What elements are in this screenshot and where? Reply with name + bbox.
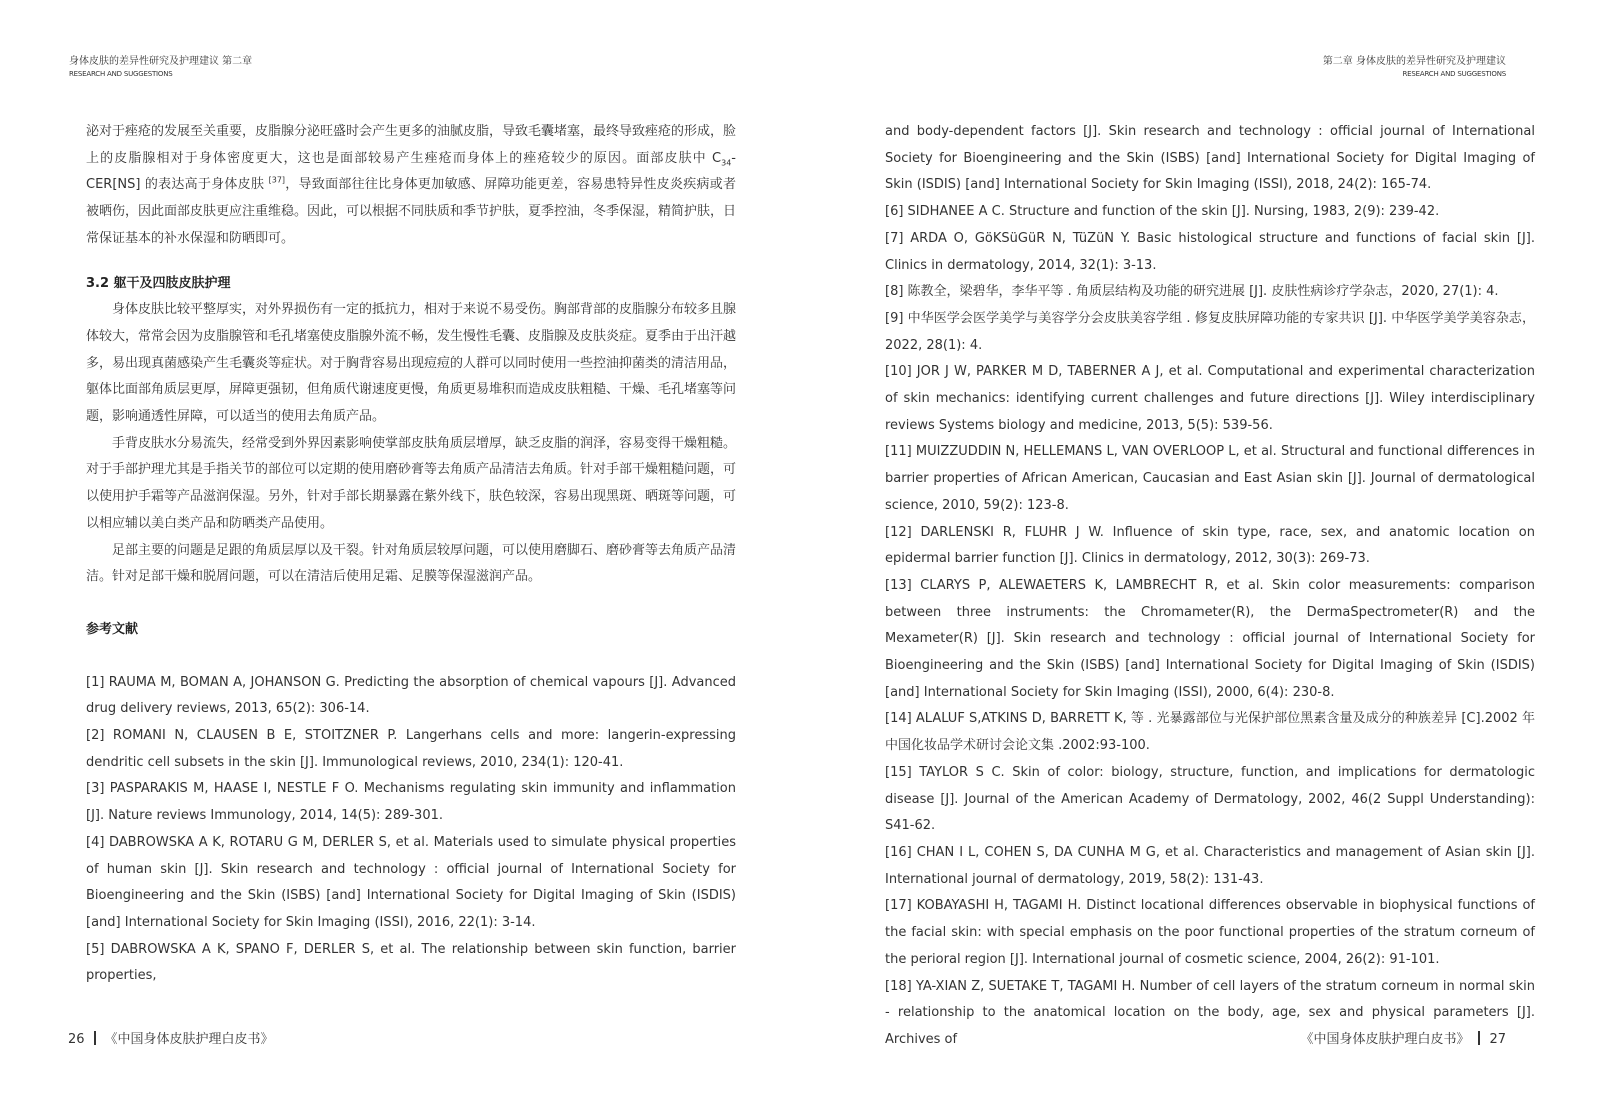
reference-item: [3] PASPARAKIS M, HAASE I, NESTLE F O. Mechanisms regulating skin immunity and inflammation [J]. Nature reviews Immunology, 2014, 14(5): 289-301.	[86, 781, 736, 824]
running-header-left	[69, 55, 252, 79]
header-chapter-title: 第二章 身体皮肤的差异性研究及护理建议	[1322, 56, 1506, 67]
references-heading: 参考文献	[86, 621, 139, 637]
reference-item: [2] ROMANI N, CLAUSEN B E, STOITZNER P. Langerhans cells and more: langerin-expressing dendritic cell subsets in the skin [J]. Immunological reviews, 2010, 234(1): 120-41.	[86, 728, 736, 770]
reference-item: [1] RAUMA M, BOMAN A, JOHANSON G. Predicting the absorption of chemical vapours [J]. Advanced drug delivery reviews, 2013, 65(2): 306-14.	[86, 674, 736, 717]
reference-item: [14] ALALUF S,ATKINS D, BARRETT K, 等 . 光暴露部位与光保护部位黑素含量及成分的种族差异 [C].2002 年中国化妆品学术研讨会论文集 .2002:93-100.	[885, 711, 1535, 754]
header-chapter-title: 身体皮肤的差异性研究及护理建议 第二章	[69, 56, 253, 67]
page-number: 27	[1489, 1032, 1506, 1047]
reference-item: [10] JOR J W, PARKER M D, TABERNER A J, et al. Computational and experimental characterization of skin mechanics: identifying current challenges and future directions [J]. Wiley interdisciplinary reviews Systems biology and medicine, 2013, 5(5): 539-56.	[885, 364, 1535, 433]
subscript: 34	[721, 158, 732, 168]
section-heading: 3.2 躯干及四肢皮肤护理	[86, 275, 231, 291]
reference-item: [5] DABROWSKA A K, SPANO F, DERLER S, et al. The relationship between skin function, barrier properties,	[86, 941, 736, 984]
reference-item: [6] SIDHANEE A C. Structure and function of the skin [J]. Nursing, 1983, 2(9): 239-42.	[885, 204, 1440, 220]
body-paragraph: 手背皮肤水分易流失，经常受到外界因素影响使掌部皮肤角质层增厚，缺乏皮脂的润泽，容易变得干燥粗糙。对于手部护理尤其是手指关节的部位可以定期的使用磨砂膏等去角质产品清洁去角质。针对手部干燥粗糙问题，可以使用护手霜等产品滋润保湿。另外，针对手部长期暴露在紫外线下，肤色较深，容易出现黑斑、晒斑等问题，可以相应辅以美白类产品和防晒类产品使用。	[86, 435, 737, 531]
reference-item: [15] TAYLOR S C. Skin of color: biology, structure, function, and implications for dermatologic disease [J]. Journal of the American Academy of Dermatology, 2002, 46(2 Suppl Understanding): S41-62.	[885, 764, 1535, 834]
reference-item: [4] DABROWSKA A K, ROTARU G M, DERLER S, et al. Materials used to simulate physical properties of human skin [J]. Skin research and technology : official journal of International Society for Bioengineering and the Skin (ISBS) [and] International Society for Digital Imaging of Skin (ISDIS) [and] International Society for Skin Imaging (ISSI), 2016, 22(1): 3-14.	[86, 834, 736, 930]
body-paragraph: 身体皮肤比较平整厚实，对外界损伤有一定的抵抗力，相对于来说不易受伤。胸部背部的皮脂腺分布较多且腺体较大，常常会因为皮脂腺管和毛孔堵塞使皮脂腺外流不畅，发生慢性毛囊、皮脂腺及皮肤炎症。夏季由于出汗越多，易出现真菌感染产生毛囊炎等症状。对于胸背容易出现痘痘的人群可以同时使用一些控油抑菌类的清洁用品，躯体比面部角质层更厚，屏障更强韧，但角质代谢速度更慢，角质更易堆积而造成皮肤粗糙、干燥、毛孔堵塞等问题，影响通透性屏障，可以适当的使用去角质产品。	[86, 302, 737, 425]
reference-item: [11] MUIZZUDDIN N, HELLEMANS L, VAN OVERLOOP L, et al. Structural and functional differences in barrier properties of African American, Caucasian and East Asian skin [J]. Journal of dermatological science, 2010, 59(2): 123-8.	[885, 444, 1535, 513]
book-title: 《中国身体皮肤护理白皮书》	[1300, 1032, 1470, 1047]
reference-item: [17] KOBAYASHI H, TAGAMI H. Distinct locational differences observable in biophysical functions of the facial skin: with special emphasis on the poor functional properties of the stratum corneum of the perioral region [J]. International journal of cosmetic science, 2004, 26(2): 91-101.	[885, 898, 1535, 967]
header-subtitle: RESEARCH AND SUGGESTIONS	[1402, 70, 1506, 78]
reference-item: [16] CHAN I L, COHEN S, DA CUNHA M G, et al. Characteristics and management of Asian skin [J]. International journal of dermatology, 2019, 58(2): 131-43.	[885, 844, 1535, 887]
intro-paragraph: 泌对于痤疮的发展至关重要，皮脂腺分泌旺盛时会产生更多的油腻皮脂，导致毛囊堵塞，最终导致痤疮的形成，脸上的皮脂腺相对于身体密度更大，这也是面部较易产生痤疮而身体上的痤疮较少的原因。面部皮肤中 $C_{34}-CER[NS]$ 的表达高于身体皮肤 [37]，导致面部往往比身体更加敏感、屏障功能更差，容易患特异性皮炎疾病或者被晒伤，因此面部皮肤更应注重维稳。因此，可以根据不同肤质和季节护肤，夏季控油，冬季保湿，精简护肤，日常保证基本的补水保湿和防晒即可。	[86, 124, 737, 246]
right-page-column	[885, 119, 1535, 1054]
running-header-right	[1323, 55, 1506, 79]
footer-left	[68, 1028, 274, 1047]
reference-item: [13] CLARYS P, ALEWAETERS K, LAMBRECHT R, et al. Skin color measurements: comparison between three instruments: the Chromameter(R), the DermaSpectrometer(R) and the Mexameter(R) [J]. Skin research and technology : official journal of International Society for Bioengineering and the Skin (ISBS) [and] International Society for Digital Imaging of Skin (ISDIS) [and] International Society for Skin Imaging (ISSI), 2000, 6(4): 230-8.	[885, 577, 1535, 700]
reference-item: and body-dependent factors [J]. Skin research and technology : official journal of International Society for Bioengineering and the Skin (ISBS) [and] International Society for Digital Imaging of Skin (ISDIS) [and] International Society for Skin Imaging (ISSI), 2018, 24(2): 165-74.	[885, 124, 1535, 193]
footer-divider	[94, 1031, 96, 1045]
footer-right	[1300, 1028, 1506, 1047]
page-number: 26	[68, 1032, 85, 1047]
reference-item: [8] 陈教全，梁碧华，李华平等 . 角质层结构及功能的研究进展 [J]. 皮肤性病诊疗学杂志，2020, 27(1): 4.	[885, 284, 1499, 300]
header-subtitle: RESEARCH AND SUGGESTIONS	[69, 70, 173, 78]
reference-item: [12] DARLENSKI R, FLUHR J W. Influence of skin type, race, sex, and anatomic location on epidermal barrier function [J]. Clinics in dermatology, 2012, 30(3): 269-73.	[885, 524, 1535, 567]
citation-superscript: [37]	[268, 176, 286, 186]
reference-item: [9] 中华医学会医学美学与美容学分会皮肤美容学组 . 修复皮肤屏障功能的专家共识 [J]. 中华医学美学美容杂志，2022, 28(1): 4.	[885, 310, 1535, 353]
left-page-column	[86, 119, 736, 990]
reference-item: [18] YA-XIAN Z, SUETAKE T, TAGAMI H. Number of cell layers of the stratum corneum in normal skin - relationship to the anatomical location on the body, age, sex and physical parameters [J]. Archives of	[885, 978, 1535, 1047]
reference-item: [7] ARDA O, GöKSüGüR N, TüZüN Y. Basic histological structure and functions of facial skin [J]. Clinics in dermatology, 2014, 32(1): 3-13.	[885, 230, 1535, 273]
book-title: 《中国身体皮肤护理白皮书》	[104, 1032, 274, 1047]
footer-divider	[1478, 1031, 1480, 1045]
body-paragraph: 足部主要的问题是足跟的角质层厚以及干裂。针对角质层较厚问题，可以使用磨脚石、磨砂膏等去角质产品清洁。针对足部干燥和脱屑问题，可以在清洁后使用足霜、足膜等保湿滋润产品。	[86, 542, 737, 585]
